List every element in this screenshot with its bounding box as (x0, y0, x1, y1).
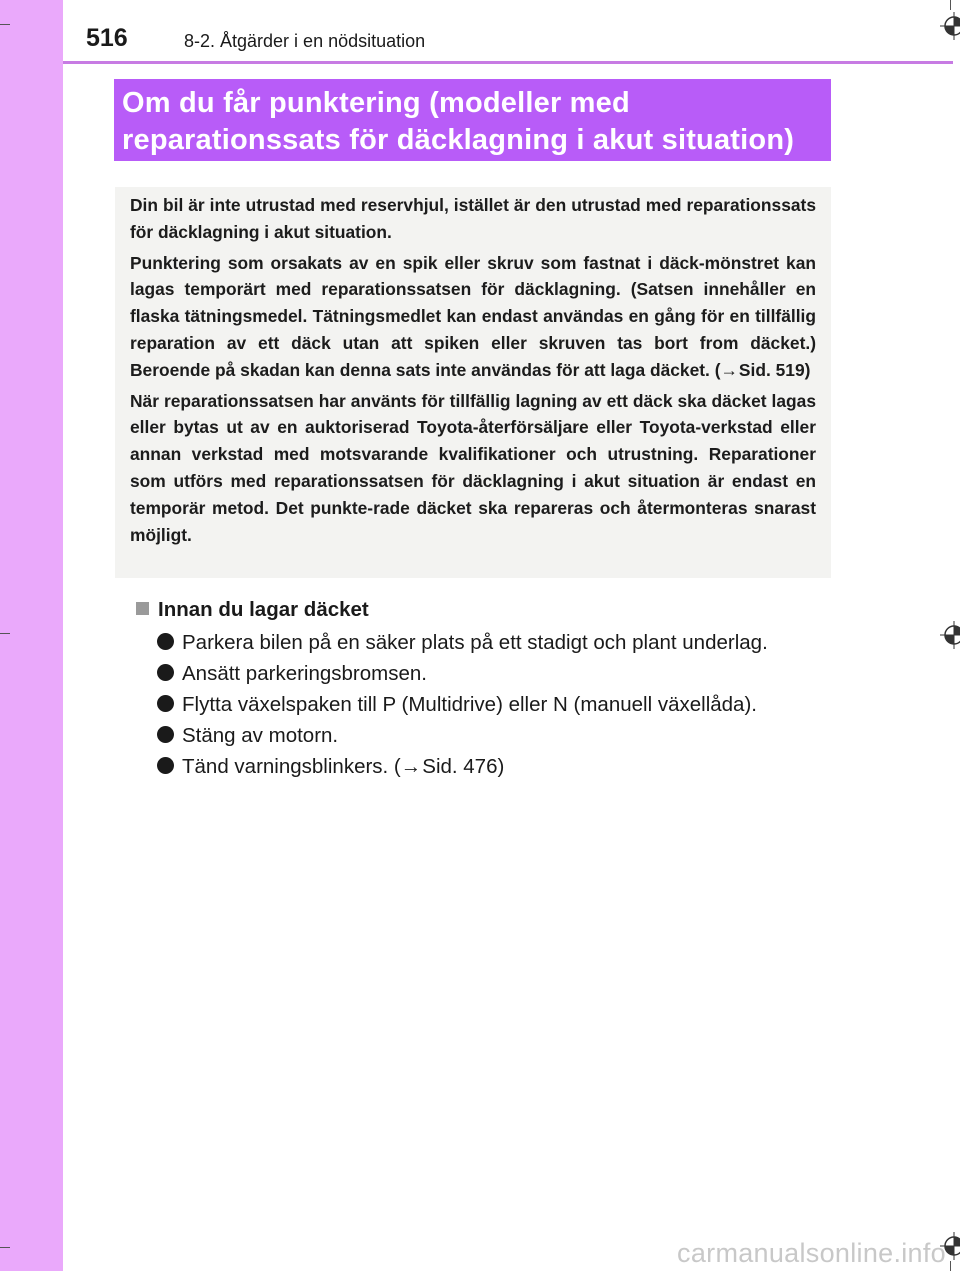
info-paragraph-2 (130, 250, 816, 384)
list-item (157, 720, 768, 751)
section-title-line-1: Om du får punktering (modeller med (122, 87, 630, 119)
subsection-heading-text: Innan du lagar däcket (158, 598, 369, 621)
list-item-text: Flytta växelspaken till P (Multidrive) eller N (manuell växellåda). (182, 693, 757, 716)
list-item-text: Parkera bilen på en säker plats på ett stadigt och plant underlag. (182, 631, 768, 654)
chapter-title: 8-2. Åtgärder i en nödsituation (184, 31, 426, 51)
arrow-right-icon: → (400, 755, 422, 778)
section-title-box (114, 79, 831, 161)
header-divider (63, 61, 953, 64)
crop-mark (0, 633, 10, 634)
list-item (157, 627, 768, 658)
checklist (157, 627, 768, 782)
crop-mark (0, 24, 10, 25)
page-number: 516 (86, 24, 128, 52)
list-item-text: Tänd varningsblinkers. ( (182, 755, 401, 778)
crop-mark (950, 1261, 951, 1271)
bullet-dot-icon (157, 633, 174, 650)
subsection-heading (136, 598, 369, 622)
square-bullet-icon (136, 602, 149, 615)
registration-mark-icon (940, 621, 960, 649)
info-paragraph-3: När reparationssatsen har använts för tillfällig lagning av ett däck ska däcket lagas eller bytas ut av en auktoriserad Toyota-återförsäljare eller Toyota-verkstad eller annan verkstad med motsvarande kvalifikationer och utrustning. Reparationer som utförs med reparationssatsen för däcklagning i akut situation är endast en temporär metod. Det punkte-rade däcket ska repareras och återmonteras snarast möjligt. (130, 390, 816, 545)
bullet-dot-icon (157, 664, 174, 681)
list-item-text: Ansätt parkeringsbromsen. (182, 662, 427, 685)
list-item (157, 751, 768, 782)
page-reference-link[interactable]: Sid. 476) (422, 755, 505, 778)
bullet-dot-icon (157, 695, 174, 712)
arrow-right-icon: → (720, 359, 738, 380)
bullet-dot-icon (157, 757, 174, 774)
crop-mark (0, 1247, 10, 1248)
info-paragraph-2-text: Punktering som orsakats av en spik eller skruv som fastnat i däck-mönstret kan lagas temporärt med reparationssatsen för däcklagning. (Satsen innehåller en flaska tätningsmedel. Tätningsmedlet kan endast användas en gång för en tillfällig reparation av ett däck utan att spiken eller skruven tas bort from däcket.) Beroende på skadan kan denna sats inte användas för att laga däcket. ( (130, 252, 816, 380)
info-paragraph-1: Din bil är inte utrustad med reservhjul, istället är den utrustad med reparationssats för däcklagning i akut situation. (130, 195, 816, 242)
list-item-text: Stäng av motorn. (182, 724, 339, 747)
info-box (115, 187, 831, 578)
list-item (157, 658, 768, 689)
registration-mark-icon (940, 12, 960, 40)
page-sidebar (0, 0, 63, 1271)
watermark: carmanualsonline.info (677, 1238, 946, 1268)
crop-mark (950, 0, 951, 10)
bullet-dot-icon (157, 726, 174, 743)
list-item (157, 689, 768, 720)
page-reference-link[interactable]: Sid. 519) (738, 359, 811, 380)
section-title-line-2: reparationssats för däcklagning i akut situation) (122, 124, 795, 156)
